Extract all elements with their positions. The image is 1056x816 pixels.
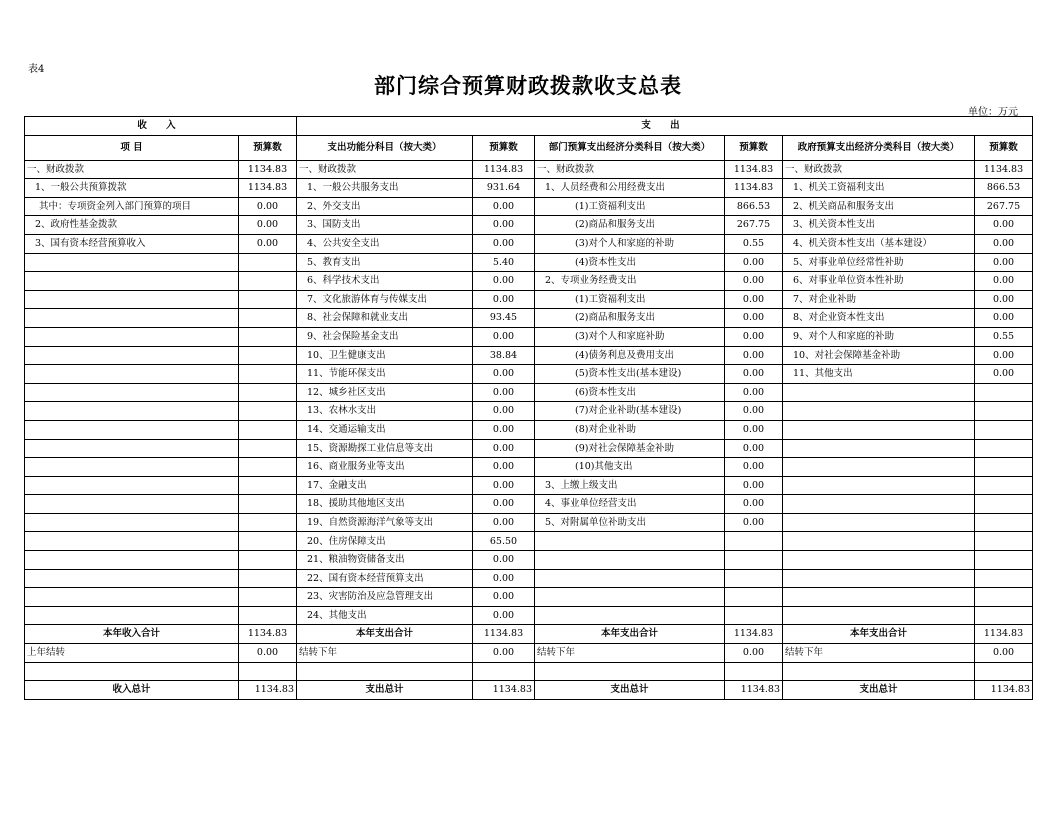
unit-label: 单位：万元 (968, 107, 1018, 118)
func-budget: 0.00 (473, 272, 535, 291)
gov-econ-item (783, 458, 975, 477)
income-item (25, 365, 239, 384)
table-row (25, 216, 1033, 235)
dept-econ-budget: 267.75 (725, 216, 783, 235)
income-budget: 0.00 (239, 197, 297, 216)
income-budget (239, 495, 297, 514)
dept-econ-item (535, 606, 725, 625)
func-budget: 0.00 (473, 569, 535, 588)
gov-econ-budget (975, 551, 1033, 570)
carry-out-label: 结转下年 (783, 644, 975, 663)
gov-econ-item (783, 551, 975, 570)
exp-total-label: 本年支出合计 (783, 625, 975, 644)
carry-in: 0.00 (239, 644, 297, 663)
gov-econ-item: 9、对个人和家庭的补助 (783, 327, 975, 346)
dept-econ-item: 1、人员经费和公用经费支出 (535, 179, 725, 198)
table-row (25, 160, 1033, 179)
gov-econ-budget: 1134.83 (975, 160, 1033, 179)
expense-header: 支 出 (297, 117, 1033, 136)
table-row (25, 532, 1033, 551)
dept-econ-item: (2)商品和服务支出 (535, 216, 725, 235)
carry-out-label: 结转下年 (297, 644, 473, 663)
income-item (25, 309, 239, 328)
table-row (25, 253, 1033, 272)
dept-econ-budget: 0.00 (725, 458, 783, 477)
dept-econ-item: (1)工资福利支出 (535, 290, 725, 309)
func-item: 2、外交支出 (297, 197, 473, 216)
exp-total: 1134.83 (725, 625, 783, 644)
table-row (25, 179, 1033, 198)
gov-econ-budget: 0.00 (975, 253, 1033, 272)
dept-econ-item: (4)债务利息及费用支出 (535, 346, 725, 365)
exp-total: 1134.83 (975, 625, 1033, 644)
income-budget (239, 272, 297, 291)
func-budget: 5.40 (473, 253, 535, 272)
gov-econ-item (783, 606, 975, 625)
table-row (25, 458, 1033, 477)
gov-econ-budget (975, 495, 1033, 514)
carry-out-label: 结转下年 (535, 644, 725, 663)
table-row (25, 439, 1033, 458)
func-budget: 93.45 (473, 309, 535, 328)
gov-econ-item (783, 569, 975, 588)
gov-econ-item: 2、机关商品和服务支出 (783, 197, 975, 216)
func-item: 14、交通运输支出 (297, 420, 473, 439)
dept-econ-item (535, 569, 725, 588)
func-item: 7、文化旅游体育与传媒支出 (297, 290, 473, 309)
grand-exp: 1134.83 (975, 681, 1033, 700)
exp-total-label: 本年支出合计 (297, 625, 473, 644)
income-item (25, 588, 239, 607)
gov-econ-budget (975, 588, 1033, 607)
func-budget: 0.00 (473, 365, 535, 384)
gov-econ-budget (975, 513, 1033, 532)
dept-econ-budget (725, 551, 783, 570)
income-item (25, 253, 239, 272)
income-budget (239, 476, 297, 495)
col-budget: 预算数 (725, 135, 783, 160)
dept-econ-item: 5、对附属单位补助支出 (535, 513, 725, 532)
gov-econ-item (783, 476, 975, 495)
table-row (25, 402, 1033, 421)
empty-cell (297, 662, 473, 681)
gov-econ-item: 5、对事业单位经常性补助 (783, 253, 975, 272)
gov-econ-item: 4、机关资本性支出（基本建设） (783, 234, 975, 253)
gov-econ-budget: 0.00 (975, 346, 1033, 365)
gov-econ-item (783, 513, 975, 532)
income-item: 一、财政拨款 (25, 160, 239, 179)
table-row (25, 197, 1033, 216)
dept-econ-item: (3)对个人和家庭补助 (535, 327, 725, 346)
dept-econ-item: (4)资本性支出 (535, 253, 725, 272)
dept-econ-budget: 0.00 (725, 253, 783, 272)
func-budget: 0.00 (473, 588, 535, 607)
gov-econ-budget: 0.00 (975, 365, 1033, 384)
table-row (25, 476, 1033, 495)
income-budget: 0.00 (239, 234, 297, 253)
gov-econ-item: 6、对事业单位资本性补助 (783, 272, 975, 291)
income-item (25, 569, 239, 588)
dept-econ-budget: 1134.83 (725, 179, 783, 198)
dept-econ-item: (1)工资福利支出 (535, 197, 725, 216)
income-budget (239, 253, 297, 272)
func-item: 3、国防支出 (297, 216, 473, 235)
table-row (25, 327, 1033, 346)
income-budget (239, 420, 297, 439)
income-budget (239, 606, 297, 625)
income-budget (239, 383, 297, 402)
income-total: 1134.83 (239, 625, 297, 644)
income-total-label: 本年收入合计 (25, 625, 239, 644)
func-item: 8、社会保障和就业支出 (297, 309, 473, 328)
gov-econ-budget (975, 402, 1033, 421)
func-item: 11、节能环保支出 (297, 365, 473, 384)
dept-econ-budget: 0.00 (725, 365, 783, 384)
dept-econ-budget: 0.00 (725, 420, 783, 439)
gov-econ-item: 7、对企业补助 (783, 290, 975, 309)
dept-econ-budget: 0.00 (725, 495, 783, 514)
dept-econ-item: (9)对社会保障基金补助 (535, 439, 725, 458)
table-row (25, 606, 1033, 625)
dept-econ-item: 4、事业单位经营支出 (535, 495, 725, 514)
income-budget: 1134.83 (239, 179, 297, 198)
dept-econ-item: (2)商品和服务支出 (535, 309, 725, 328)
func-budget: 0.00 (473, 513, 535, 532)
func-budget: 0.00 (473, 402, 535, 421)
gov-econ-item: 3、机关资本性支出 (783, 216, 975, 235)
income-item (25, 420, 239, 439)
income-budget: 1134.83 (239, 160, 297, 179)
income-budget (239, 439, 297, 458)
income-item (25, 606, 239, 625)
dept-econ-budget: 0.00 (725, 346, 783, 365)
gov-econ-budget (975, 383, 1033, 402)
table-number: 表4 (28, 64, 45, 75)
empty-cell (725, 662, 783, 681)
dept-econ-item: 一、财政拨款 (535, 160, 725, 179)
func-item: 12、城乡社区支出 (297, 383, 473, 402)
table-row (25, 234, 1033, 253)
dept-econ-budget: 0.00 (725, 327, 783, 346)
func-item: 5、教育支出 (297, 253, 473, 272)
func-item: 17、金融支出 (297, 476, 473, 495)
income-budget (239, 569, 297, 588)
table-row (25, 569, 1033, 588)
col-dept-econ: 部门预算支出经济分类科目（按大类） (535, 135, 725, 160)
carry-out: 0.00 (725, 644, 783, 663)
func-budget: 1134.83 (473, 160, 535, 179)
gov-econ-budget: 0.00 (975, 234, 1033, 253)
income-item (25, 290, 239, 309)
income-budget (239, 588, 297, 607)
gov-econ-item: 11、其他支出 (783, 365, 975, 384)
gov-econ-item (783, 588, 975, 607)
dept-econ-budget: 0.00 (725, 272, 783, 291)
income-item (25, 327, 239, 346)
gov-econ-budget (975, 458, 1033, 477)
dept-econ-budget: 866.53 (725, 197, 783, 216)
gov-econ-budget: 267.75 (975, 197, 1033, 216)
income-item (25, 383, 239, 402)
gov-econ-item (783, 383, 975, 402)
gov-econ-item: 一、财政拨款 (783, 160, 975, 179)
func-item: 一、财政拨款 (297, 160, 473, 179)
func-budget: 0.00 (473, 234, 535, 253)
dept-econ-item: 3、上缴上级支出 (535, 476, 725, 495)
gov-econ-item: 1、机关工资福利支出 (783, 179, 975, 198)
grand-income: 1134.83 (239, 681, 297, 700)
gov-econ-item: 8、对企业资本性支出 (783, 309, 975, 328)
func-budget: 0.00 (473, 290, 535, 309)
func-item: 23、灾害防治及应急管理支出 (297, 588, 473, 607)
dept-econ-budget: 0.00 (725, 476, 783, 495)
empty-cell (975, 662, 1033, 681)
income-item (25, 551, 239, 570)
income-item (25, 476, 239, 495)
dept-econ-budget: 0.00 (725, 402, 783, 421)
func-budget: 0.00 (473, 476, 535, 495)
income-budget (239, 346, 297, 365)
dept-econ-item (535, 551, 725, 570)
income-budget (239, 532, 297, 551)
func-budget: 0.00 (473, 383, 535, 402)
exp-total: 1134.83 (473, 625, 535, 644)
gov-econ-item: 10、对社会保障基金补助 (783, 346, 975, 365)
dept-econ-item (535, 588, 725, 607)
income-budget (239, 365, 297, 384)
income-budget (239, 458, 297, 477)
dept-econ-budget: 0.00 (725, 439, 783, 458)
gov-econ-item (783, 532, 975, 551)
table-row (25, 588, 1033, 607)
page-title: 部门综合预算财政拨款收支总表 (374, 73, 682, 98)
col-budget: 预算数 (239, 135, 297, 160)
gov-econ-item (783, 495, 975, 514)
func-budget: 0.00 (473, 327, 535, 346)
dept-econ-item: (8)对企业补助 (535, 420, 725, 439)
func-budget: 931.64 (473, 179, 535, 198)
gov-econ-budget: 866.53 (975, 179, 1033, 198)
dept-econ-budget (725, 588, 783, 607)
grand-income-label: 收入总计 (25, 681, 239, 700)
func-item: 22、国有资本经营预算支出 (297, 569, 473, 588)
func-item: 16、商业服务业等支出 (297, 458, 473, 477)
dept-econ-budget: 0.00 (725, 513, 783, 532)
func-budget: 0.00 (473, 458, 535, 477)
dept-econ-item: (5)资本性支出(基本建设) (535, 365, 725, 384)
income-item: 其中：专项资金列入部门预算的项目 (25, 197, 239, 216)
gov-econ-item (783, 420, 975, 439)
gov-econ-budget (975, 569, 1033, 588)
table-row (25, 365, 1033, 384)
carry-out: 0.00 (473, 644, 535, 663)
table-row (25, 420, 1033, 439)
income-item: 2、政府性基金拨款 (25, 216, 239, 235)
dept-econ-budget (725, 606, 783, 625)
func-item: 20、住房保障支出 (297, 532, 473, 551)
dept-econ-item: (10)其他支出 (535, 458, 725, 477)
gov-econ-budget (975, 606, 1033, 625)
col-gov-econ: 政府预算支出经济分类科目（按大类） (783, 135, 975, 160)
dept-econ-budget (725, 532, 783, 551)
gov-econ-item (783, 402, 975, 421)
gov-econ-budget: 0.00 (975, 216, 1033, 235)
func-item: 18、援助其他地区支出 (297, 495, 473, 514)
empty-cell (473, 662, 535, 681)
carry-in-label: 上年结转 (25, 644, 239, 663)
func-item: 9、社会保险基金支出 (297, 327, 473, 346)
income-item (25, 439, 239, 458)
grand-exp-label: 支出总计 (783, 681, 975, 700)
empty-cell (239, 662, 297, 681)
empty-cell (535, 662, 725, 681)
carry-out: 0.00 (975, 644, 1033, 663)
table-row (25, 290, 1033, 309)
func-item: 10、卫生健康支出 (297, 346, 473, 365)
income-item (25, 272, 239, 291)
grand-exp: 1134.83 (725, 681, 783, 700)
col-budget: 预算数 (975, 135, 1033, 160)
func-budget: 0.00 (473, 551, 535, 570)
income-header: 收 入 (25, 117, 297, 136)
gov-econ-budget: 0.00 (975, 309, 1033, 328)
func-item: 24、其他支出 (297, 606, 473, 625)
income-item (25, 458, 239, 477)
col-func: 支出功能分科目（按大类） (297, 135, 473, 160)
col-item: 项 目 (25, 135, 239, 160)
func-item: 13、农林水支出 (297, 402, 473, 421)
dept-econ-budget (725, 569, 783, 588)
income-item (25, 495, 239, 514)
dept-econ-item (535, 532, 725, 551)
gov-econ-budget (975, 532, 1033, 551)
table-row (25, 495, 1033, 514)
table-row (25, 383, 1033, 402)
col-budget: 预算数 (473, 135, 535, 160)
gov-econ-item (783, 439, 975, 458)
grand-exp: 1134.83 (473, 681, 535, 700)
grand-exp-label: 支出总计 (297, 681, 473, 700)
dept-econ-item: (7)对企业补助(基本建设) (535, 402, 725, 421)
func-item: 15、资源勘探工业信息等支出 (297, 439, 473, 458)
empty-cell (25, 662, 239, 681)
income-budget (239, 551, 297, 570)
dept-econ-budget: 0.00 (725, 383, 783, 402)
dept-econ-budget: 0.00 (725, 309, 783, 328)
dept-econ-item: 2、专项业务经费支出 (535, 272, 725, 291)
func-item: 19、自然资源海洋气象等支出 (297, 513, 473, 532)
grand-exp-label: 支出总计 (535, 681, 725, 700)
func-budget: 0.00 (473, 439, 535, 458)
dept-econ-item: (3)对个人和家庭的补助 (535, 234, 725, 253)
func-budget: 0.00 (473, 420, 535, 439)
func-item: 4、公共安全支出 (297, 234, 473, 253)
exp-total-label: 本年支出合计 (535, 625, 725, 644)
dept-econ-budget: 1134.83 (725, 160, 783, 179)
func-budget: 38.84 (473, 346, 535, 365)
gov-econ-budget: 0.00 (975, 272, 1033, 291)
table-row (25, 309, 1033, 328)
func-item: 6、科学技术支出 (297, 272, 473, 291)
func-item: 21、粮油物资储备支出 (297, 551, 473, 570)
dept-econ-item: (6)资本性支出 (535, 383, 725, 402)
func-budget: 0.00 (473, 606, 535, 625)
func-item: 1、一般公共服务支出 (297, 179, 473, 198)
income-budget: 0.00 (239, 216, 297, 235)
table-row (25, 551, 1033, 570)
dept-econ-budget: 0.00 (725, 290, 783, 309)
gov-econ-budget (975, 439, 1033, 458)
func-budget: 0.00 (473, 197, 535, 216)
income-item: 1、一般公共预算拨款 (25, 179, 239, 198)
income-budget (239, 402, 297, 421)
func-budget: 0.00 (473, 495, 535, 514)
income-item (25, 346, 239, 365)
income-budget (239, 309, 297, 328)
dept-econ-budget: 0.55 (725, 234, 783, 253)
income-budget (239, 327, 297, 346)
gov-econ-budget: 0.00 (975, 290, 1033, 309)
gov-econ-budget (975, 420, 1033, 439)
gov-econ-budget (975, 476, 1033, 495)
gov-econ-budget: 0.55 (975, 327, 1033, 346)
income-budget (239, 290, 297, 309)
income-item: 3、国有资本经营预算收入 (25, 234, 239, 253)
table-row (25, 272, 1033, 291)
budget-table (24, 116, 1033, 700)
income-budget (239, 513, 297, 532)
table-row (25, 346, 1033, 365)
func-budget: 0.00 (473, 216, 535, 235)
income-item (25, 402, 239, 421)
table-row (25, 513, 1033, 532)
empty-cell (783, 662, 975, 681)
func-budget: 65.50 (473, 532, 535, 551)
income-item (25, 513, 239, 532)
income-item (25, 532, 239, 551)
